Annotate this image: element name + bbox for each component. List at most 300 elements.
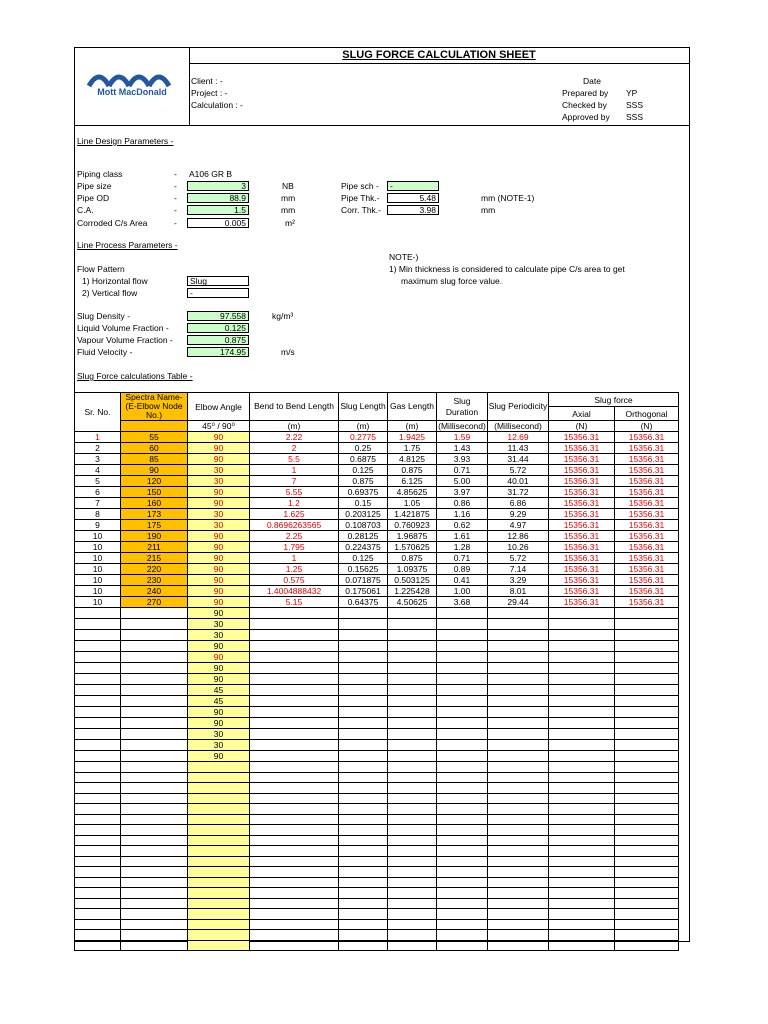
empty-cell[interactable] [75, 909, 121, 920]
empty-cell[interactable] [549, 825, 615, 836]
empty-cell[interactable] [121, 783, 188, 794]
empty-cell[interactable] [250, 846, 339, 857]
empty-cell[interactable] [388, 674, 437, 685]
empty-cell[interactable] [388, 772, 437, 783]
row-node[interactable]: 215 [121, 553, 188, 564]
row-sr[interactable]: 10 [75, 531, 121, 542]
row-angle[interactable] [188, 919, 250, 930]
empty-cell[interactable] [250, 729, 339, 740]
empty-cell[interactable] [388, 867, 437, 878]
empty-cell[interactable] [615, 783, 679, 794]
vertical-flow-field[interactable]: - [187, 288, 249, 298]
empty-cell[interactable] [339, 729, 388, 740]
row-slug-length[interactable]: 0.15625 [339, 564, 388, 575]
empty-cell[interactable] [388, 608, 437, 619]
empty-cell[interactable] [615, 740, 679, 751]
row-axial[interactable]: 15356.31 [549, 597, 615, 608]
row-sr[interactable]: 6 [75, 487, 121, 498]
empty-cell[interactable] [388, 940, 437, 951]
empty-cell[interactable] [549, 740, 615, 751]
empty-cell[interactable] [250, 856, 339, 867]
row-duration[interactable]: 0.41 [437, 575, 488, 586]
row-gas-length[interactable]: 1.570625 [388, 542, 437, 553]
empty-cell[interactable] [488, 630, 549, 641]
empty-cell[interactable] [549, 793, 615, 804]
row-slug-length[interactable]: 0.28125 [339, 531, 388, 542]
row-sr[interactable]: 10 [75, 586, 121, 597]
row-axial[interactable]: 15356.31 [549, 586, 615, 597]
empty-cell[interactable] [121, 846, 188, 857]
empty-cell[interactable] [339, 619, 388, 630]
empty-cell[interactable] [488, 793, 549, 804]
row-duration[interactable]: 0.71 [437, 553, 488, 564]
empty-cell[interactable] [75, 674, 121, 685]
empty-cell[interactable] [549, 930, 615, 941]
empty-cell[interactable] [437, 707, 488, 718]
empty-cell[interactable] [339, 793, 388, 804]
empty-cell[interactable] [339, 630, 388, 641]
row-orthogonal[interactable]: 15356.31 [615, 597, 679, 608]
empty-cell[interactable] [549, 762, 615, 773]
empty-cell[interactable] [488, 772, 549, 783]
row-gas-length[interactable]: 0.875 [388, 465, 437, 476]
row-angle[interactable]: 30 [188, 729, 250, 740]
row-orthogonal[interactable]: 15356.31 [615, 465, 679, 476]
empty-cell[interactable] [339, 856, 388, 867]
empty-cell[interactable] [615, 630, 679, 641]
row-angle[interactable] [188, 772, 250, 783]
row-gas-length[interactable]: 0.875 [388, 553, 437, 564]
row-gas-length[interactable]: 1.421875 [388, 509, 437, 520]
empty-cell[interactable] [388, 783, 437, 794]
row-slug-length[interactable]: 0.125 [339, 553, 388, 564]
empty-cell[interactable] [339, 835, 388, 846]
row-axial[interactable]: 15356.31 [549, 553, 615, 564]
empty-cell[interactable] [437, 940, 488, 951]
empty-cell[interactable] [488, 930, 549, 941]
row-node[interactable]: 85 [121, 454, 188, 465]
empty-cell[interactable] [549, 718, 615, 729]
empty-cell[interactable] [615, 835, 679, 846]
row-angle[interactable]: 90 [188, 751, 250, 762]
empty-cell[interactable] [437, 888, 488, 899]
row-angle[interactable]: 90 [188, 597, 250, 608]
empty-cell[interactable] [488, 825, 549, 836]
empty-cell[interactable] [121, 867, 188, 878]
empty-cell[interactable] [121, 696, 188, 707]
row-axial[interactable]: 15356.31 [549, 509, 615, 520]
row-angle[interactable]: 30 [188, 509, 250, 520]
empty-cell[interactable] [615, 718, 679, 729]
row-angle[interactable]: 30 [188, 630, 250, 641]
row-angle[interactable]: 90 [188, 707, 250, 718]
row-angle[interactable]: 90 [188, 674, 250, 685]
row-angle[interactable] [188, 930, 250, 941]
row-gas-length[interactable]: 1.09375 [388, 564, 437, 575]
empty-cell[interactable] [437, 867, 488, 878]
row-duration[interactable]: 1.43 [437, 443, 488, 454]
empty-cell[interactable] [437, 909, 488, 920]
empty-cell[interactable] [388, 804, 437, 815]
pipe-size-field[interactable]: 3 [187, 181, 249, 191]
row-slug-length[interactable]: 0.875 [339, 476, 388, 487]
empty-cell[interactable] [488, 898, 549, 909]
empty-cell[interactable] [437, 783, 488, 794]
row-orthogonal[interactable]: 15356.31 [615, 487, 679, 498]
empty-cell[interactable] [388, 685, 437, 696]
empty-cell[interactable] [121, 772, 188, 783]
empty-cell[interactable] [388, 793, 437, 804]
empty-cell[interactable] [549, 663, 615, 674]
row-periodicity[interactable]: 12.86 [488, 531, 549, 542]
empty-cell[interactable] [75, 772, 121, 783]
empty-cell[interactable] [339, 772, 388, 783]
empty-cell[interactable] [339, 919, 388, 930]
empty-cell[interactable] [250, 814, 339, 825]
empty-cell[interactable] [488, 940, 549, 951]
empty-cell[interactable] [437, 877, 488, 888]
empty-cell[interactable] [437, 762, 488, 773]
empty-cell[interactable] [615, 940, 679, 951]
row-periodicity[interactable]: 5.72 [488, 553, 549, 564]
empty-cell[interactable] [549, 630, 615, 641]
row-node[interactable]: 120 [121, 476, 188, 487]
row-bend[interactable]: 1 [250, 465, 339, 476]
empty-cell[interactable] [488, 909, 549, 920]
row-axial[interactable]: 15356.31 [549, 575, 615, 586]
row-periodicity[interactable]: 29.44 [488, 597, 549, 608]
empty-cell[interactable] [250, 867, 339, 878]
row-orthogonal[interactable]: 15356.31 [615, 509, 679, 520]
empty-cell[interactable] [488, 888, 549, 899]
row-angle[interactable]: 45 [188, 685, 250, 696]
empty-cell[interactable] [121, 888, 188, 899]
empty-cell[interactable] [437, 608, 488, 619]
empty-cell[interactable] [615, 619, 679, 630]
row-periodicity[interactable]: 31.44 [488, 454, 549, 465]
empty-cell[interactable] [250, 663, 339, 674]
row-sr[interactable]: 10 [75, 553, 121, 564]
row-angle[interactable]: 90 [188, 586, 250, 597]
empty-cell[interactable] [549, 814, 615, 825]
row-node[interactable]: 60 [121, 443, 188, 454]
empty-cell[interactable] [388, 652, 437, 663]
row-angle[interactable]: 90 [188, 432, 250, 443]
empty-cell[interactable] [250, 696, 339, 707]
empty-cell[interactable] [615, 793, 679, 804]
row-gas-length[interactable]: 1.9425 [388, 432, 437, 443]
empty-cell[interactable] [339, 663, 388, 674]
empty-cell[interactable] [75, 652, 121, 663]
row-gas-length[interactable]: 4.85625 [388, 487, 437, 498]
row-bend[interactable]: 1.4004888432 [250, 586, 339, 597]
row-periodicity[interactable]: 4.97 [488, 520, 549, 531]
row-angle[interactable]: 30 [188, 465, 250, 476]
empty-cell[interactable] [488, 663, 549, 674]
empty-cell[interactable] [437, 846, 488, 857]
empty-cell[interactable] [388, 619, 437, 630]
row-sr[interactable]: 10 [75, 597, 121, 608]
row-sr[interactable]: 2 [75, 443, 121, 454]
row-bend[interactable]: 1 [250, 553, 339, 564]
empty-cell[interactable] [121, 751, 188, 762]
empty-cell[interactable] [615, 898, 679, 909]
empty-cell[interactable] [615, 867, 679, 878]
empty-cell[interactable] [437, 804, 488, 815]
empty-cell[interactable] [615, 762, 679, 773]
row-angle[interactable]: 90 [188, 652, 250, 663]
row-slug-length[interactable]: 0.108703 [339, 520, 388, 531]
row-duration[interactable]: 1.00 [437, 586, 488, 597]
row-periodicity[interactable]: 9.29 [488, 509, 549, 520]
empty-cell[interactable] [615, 707, 679, 718]
empty-cell[interactable] [615, 696, 679, 707]
empty-cell[interactable] [339, 888, 388, 899]
empty-cell[interactable] [75, 835, 121, 846]
empty-cell[interactable] [250, 619, 339, 630]
empty-cell[interactable] [388, 856, 437, 867]
empty-cell[interactable] [549, 846, 615, 857]
empty-cell[interactable] [437, 772, 488, 783]
empty-cell[interactable] [339, 825, 388, 836]
row-gas-length[interactable]: 1.05 [388, 498, 437, 509]
row-gas-length[interactable]: 1.225428 [388, 586, 437, 597]
empty-cell[interactable] [615, 825, 679, 836]
row-angle[interactable]: 45 [188, 696, 250, 707]
row-axial[interactable]: 15356.31 [549, 443, 615, 454]
empty-cell[interactable] [549, 619, 615, 630]
empty-cell[interactable] [250, 718, 339, 729]
empty-cell[interactable] [250, 877, 339, 888]
empty-cell[interactable] [388, 835, 437, 846]
empty-cell[interactable] [549, 909, 615, 920]
row-bend[interactable]: 2.22 [250, 432, 339, 443]
empty-cell[interactable] [75, 846, 121, 857]
liquid-fraction-field[interactable]: 0.125 [187, 323, 249, 333]
row-axial[interactable]: 15356.31 [549, 454, 615, 465]
row-axial[interactable]: 15356.31 [549, 542, 615, 553]
row-angle[interactable]: 30 [188, 619, 250, 630]
empty-cell[interactable] [549, 856, 615, 867]
empty-cell[interactable] [488, 856, 549, 867]
empty-cell[interactable] [75, 663, 121, 674]
row-gas-length[interactable]: 1.75 [388, 443, 437, 454]
empty-cell[interactable] [339, 940, 388, 951]
pipe-od-field[interactable]: 88.9 [187, 193, 249, 203]
row-orthogonal[interactable]: 15356.31 [615, 531, 679, 542]
empty-cell[interactable] [339, 877, 388, 888]
row-slug-length[interactable]: 0.175061 [339, 586, 388, 597]
empty-cell[interactable] [339, 846, 388, 857]
empty-cell[interactable] [121, 718, 188, 729]
empty-cell[interactable] [339, 762, 388, 773]
empty-cell[interactable] [549, 652, 615, 663]
empty-cell[interactable] [75, 762, 121, 773]
empty-cell[interactable] [437, 919, 488, 930]
empty-cell[interactable] [437, 814, 488, 825]
row-slug-length[interactable]: 0.071875 [339, 575, 388, 586]
empty-cell[interactable] [75, 930, 121, 941]
empty-cell[interactable] [615, 919, 679, 930]
empty-cell[interactable] [388, 888, 437, 899]
row-angle[interactable] [188, 940, 250, 951]
row-duration[interactable]: 1.28 [437, 542, 488, 553]
row-gas-length[interactable]: 4.50625 [388, 597, 437, 608]
row-slug-length[interactable]: 0.224375 [339, 542, 388, 553]
row-duration[interactable]: 0.62 [437, 520, 488, 531]
row-bend[interactable]: 1.2 [250, 498, 339, 509]
row-angle[interactable] [188, 877, 250, 888]
empty-cell[interactable] [388, 718, 437, 729]
empty-cell[interactable] [549, 772, 615, 783]
empty-cell[interactable] [339, 740, 388, 751]
empty-cell[interactable] [549, 783, 615, 794]
empty-cell[interactable] [121, 674, 188, 685]
empty-cell[interactable] [549, 674, 615, 685]
empty-cell[interactable] [121, 856, 188, 867]
empty-cell[interactable] [437, 898, 488, 909]
empty-cell[interactable] [75, 783, 121, 794]
empty-cell[interactable] [75, 729, 121, 740]
empty-cell[interactable] [121, 652, 188, 663]
row-node[interactable]: 190 [121, 531, 188, 542]
row-sr[interactable]: 8 [75, 509, 121, 520]
row-slug-length[interactable]: 0.15 [339, 498, 388, 509]
row-periodicity[interactable]: 12.69 [488, 432, 549, 443]
empty-cell[interactable] [437, 740, 488, 751]
row-sr[interactable]: 4 [75, 465, 121, 476]
row-axial[interactable]: 15356.31 [549, 476, 615, 487]
empty-cell[interactable] [339, 930, 388, 941]
row-angle[interactable]: 90 [188, 564, 250, 575]
empty-cell[interactable] [121, 814, 188, 825]
row-angle[interactable] [188, 762, 250, 773]
empty-cell[interactable] [75, 641, 121, 652]
row-node[interactable]: 240 [121, 586, 188, 597]
empty-cell[interactable] [250, 772, 339, 783]
empty-cell[interactable] [437, 751, 488, 762]
empty-cell[interactable] [549, 641, 615, 652]
row-angle[interactable] [188, 793, 250, 804]
empty-cell[interactable] [250, 608, 339, 619]
row-node[interactable]: 160 [121, 498, 188, 509]
row-axial[interactable]: 15356.31 [549, 498, 615, 509]
row-orthogonal[interactable]: 15356.31 [615, 553, 679, 564]
empty-cell[interactable] [615, 652, 679, 663]
empty-cell[interactable] [388, 909, 437, 920]
empty-cell[interactable] [250, 674, 339, 685]
empty-cell[interactable] [488, 846, 549, 857]
empty-cell[interactable] [388, 751, 437, 762]
empty-cell[interactable] [488, 718, 549, 729]
empty-cell[interactable] [615, 674, 679, 685]
empty-cell[interactable] [488, 608, 549, 619]
row-angle[interactable]: 90 [188, 718, 250, 729]
empty-cell[interactable] [488, 707, 549, 718]
empty-cell[interactable] [615, 930, 679, 941]
empty-cell[interactable] [75, 919, 121, 930]
empty-cell[interactable] [339, 898, 388, 909]
empty-cell[interactable] [437, 835, 488, 846]
empty-cell[interactable] [121, 762, 188, 773]
empty-cell[interactable] [121, 630, 188, 641]
row-angle[interactable]: 90 [188, 531, 250, 542]
empty-cell[interactable] [75, 608, 121, 619]
empty-cell[interactable] [388, 663, 437, 674]
row-bend[interactable]: 1.25 [250, 564, 339, 575]
empty-cell[interactable] [488, 762, 549, 773]
empty-cell[interactable] [250, 835, 339, 846]
row-angle[interactable] [188, 814, 250, 825]
row-duration[interactable]: 1.16 [437, 509, 488, 520]
empty-cell[interactable] [121, 619, 188, 630]
row-periodicity[interactable]: 11.43 [488, 443, 549, 454]
empty-cell[interactable] [437, 696, 488, 707]
empty-cell[interactable] [549, 877, 615, 888]
empty-cell[interactable] [615, 846, 679, 857]
row-angle[interactable] [188, 898, 250, 909]
row-periodicity[interactable]: 6.86 [488, 498, 549, 509]
empty-cell[interactable] [488, 641, 549, 652]
row-angle[interactable] [188, 909, 250, 920]
empty-cell[interactable] [75, 940, 121, 951]
row-duration[interactable]: 0.89 [437, 564, 488, 575]
empty-cell[interactable] [250, 641, 339, 652]
empty-cell[interactable] [549, 888, 615, 899]
row-angle[interactable] [188, 867, 250, 878]
empty-cell[interactable] [339, 718, 388, 729]
empty-cell[interactable] [615, 608, 679, 619]
empty-cell[interactable] [615, 856, 679, 867]
empty-cell[interactable] [250, 783, 339, 794]
empty-cell[interactable] [250, 930, 339, 941]
empty-cell[interactable] [121, 930, 188, 941]
row-axial[interactable]: 15356.31 [549, 520, 615, 531]
row-angle[interactable]: 90 [188, 487, 250, 498]
row-periodicity[interactable]: 5.72 [488, 465, 549, 476]
empty-cell[interactable] [388, 930, 437, 941]
row-periodicity[interactable]: 10.26 [488, 542, 549, 553]
row-gas-length[interactable]: 0.503125 [388, 575, 437, 586]
empty-cell[interactable] [488, 783, 549, 794]
row-bend[interactable]: 1.795 [250, 542, 339, 553]
row-slug-length[interactable]: 0.2775 [339, 432, 388, 443]
empty-cell[interactable] [75, 804, 121, 815]
velocity-field[interactable]: 174.95 [187, 347, 249, 357]
row-orthogonal[interactable]: 15356.31 [615, 498, 679, 509]
row-duration[interactable]: 3.97 [437, 487, 488, 498]
row-node[interactable]: 55 [121, 432, 188, 443]
empty-cell[interactable] [549, 696, 615, 707]
empty-cell[interactable] [75, 867, 121, 878]
horizontal-flow-field[interactable]: Slug [187, 276, 249, 286]
empty-cell[interactable] [250, 740, 339, 751]
row-angle[interactable] [188, 783, 250, 794]
row-angle[interactable]: 30 [188, 740, 250, 751]
row-sr[interactable]: 10 [75, 564, 121, 575]
empty-cell[interactable] [437, 729, 488, 740]
empty-cell[interactable] [339, 814, 388, 825]
row-axial[interactable]: 15356.31 [549, 487, 615, 498]
row-sr[interactable]: 10 [75, 542, 121, 553]
row-angle[interactable]: 90 [188, 575, 250, 586]
row-axial[interactable]: 15356.31 [549, 564, 615, 575]
row-angle[interactable]: 90 [188, 454, 250, 465]
empty-cell[interactable] [615, 729, 679, 740]
row-bend[interactable]: 2 [250, 443, 339, 454]
empty-cell[interactable] [250, 940, 339, 951]
empty-cell[interactable] [75, 630, 121, 641]
